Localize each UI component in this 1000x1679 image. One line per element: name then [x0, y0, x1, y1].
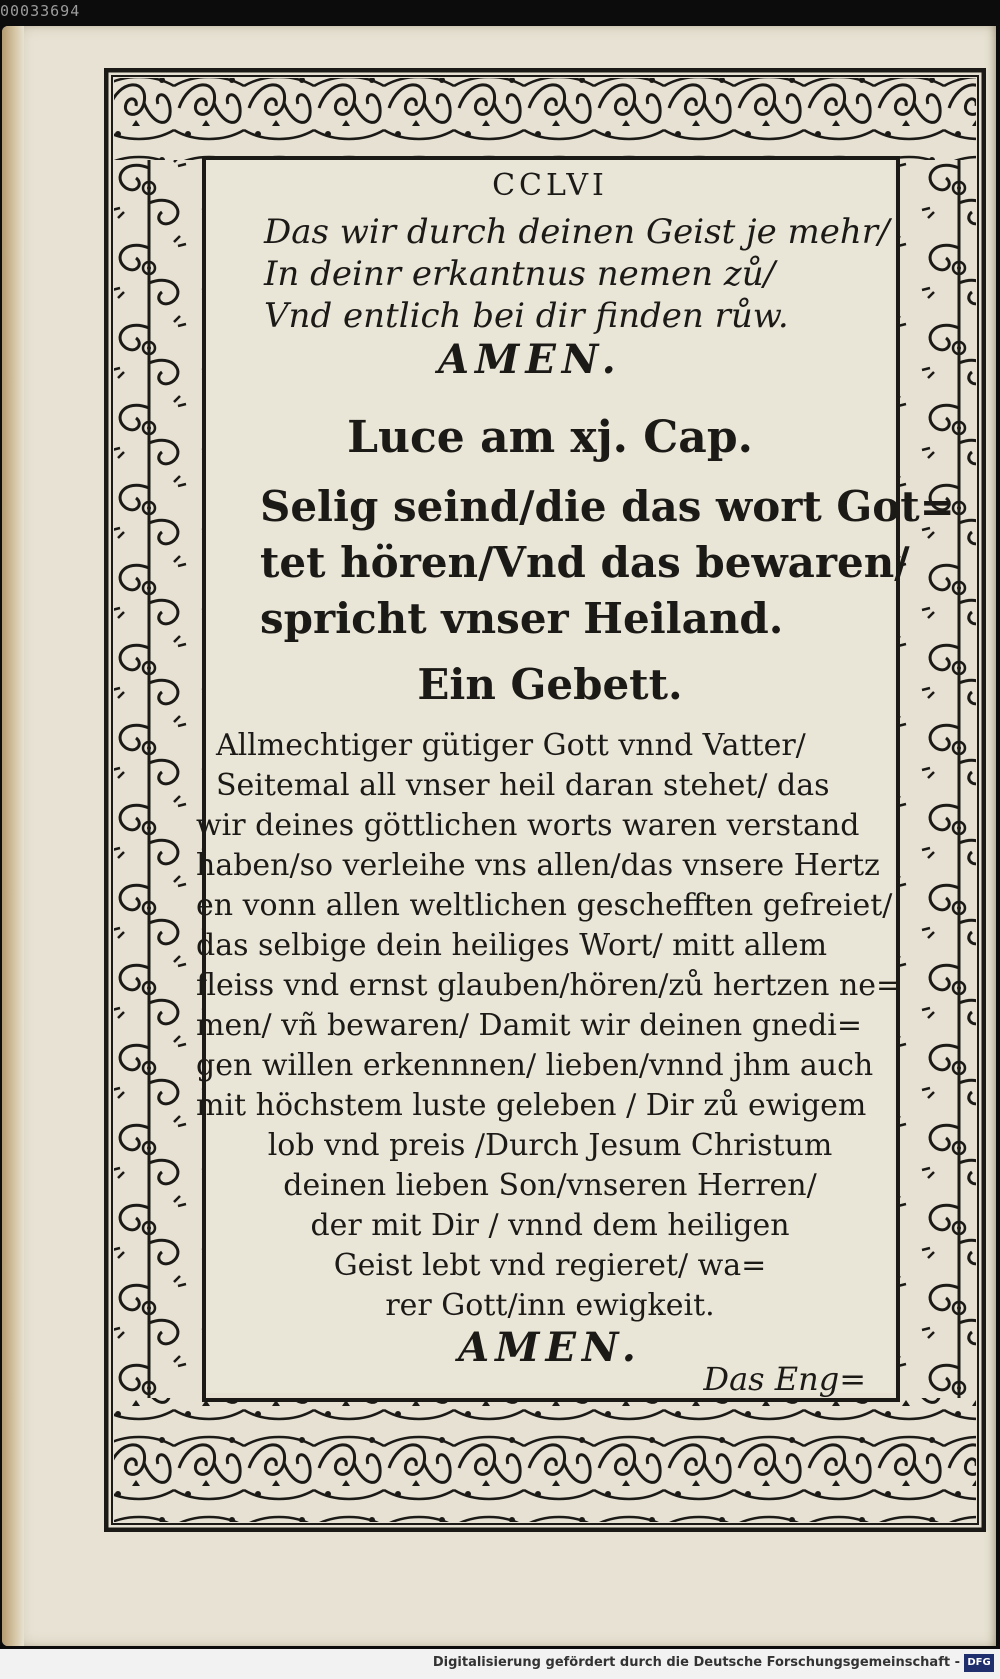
poem-line-1: Das wir durch deinen Geist je mehr/	[264, 212, 890, 252]
digitization-footer	[0, 1649, 1000, 1679]
prayer-line-4: haben/so verleihe vns allen/das vnsere Hertz	[196, 848, 880, 883]
verse-line-3: spricht vnser Heiland.	[260, 594, 784, 643]
scan-id-label: 00033694	[0, 2, 81, 20]
amen-1: AMEN.	[438, 336, 622, 383]
prayer-line-5: en vonn allen weltlichen geschefften gefreiet/	[196, 888, 893, 923]
page-gutter-edge	[2, 26, 24, 1646]
prayer-line-13: der mit Dir / vnnd dem heiligen	[310, 1208, 790, 1243]
prayer-line-15: rer Gott/inn ewigkeit.	[385, 1288, 715, 1323]
verse-line-1: Selig seind/die das wort Got=	[260, 482, 955, 531]
prayer-line-11: lob vnd preis /Durch Jesum Christum	[267, 1128, 833, 1163]
prayer-heading: Ein Gebett.	[417, 660, 683, 709]
prayer-line-2: Seitemal all vnser heil daran stehet/ das	[216, 768, 830, 803]
prayer-line-10: mit höchstem luste geleben / Dir zů ewigem	[196, 1088, 867, 1123]
poem-line-3: Vnd entlich bei dir finden růw.	[264, 296, 789, 336]
verse-line-2: tet hören/Vnd das bewaren/	[260, 538, 910, 587]
footer-credit: Digitalisierung gefördert durch die Deutsche Forschungsgemeinschaft -	[432, 1655, 960, 1670]
prayer-line-1: Allmechtiger gütiger Gott vnnd Vatter/	[216, 728, 806, 763]
prayer-line-12: deinen lieben Son/vnseren Herren/	[283, 1168, 817, 1203]
amen-2: AMEN.	[458, 1324, 642, 1371]
prayer-line-9: gen willen erkennnen/ lieben/vnnd jhm auch	[196, 1048, 874, 1083]
poem-line-2: In deinr erkantnus nemen zů/	[264, 254, 776, 294]
prayer-line-7: fleiss vnd ernst glauben/hören/zů hertzen ne=	[196, 968, 902, 1003]
prayer-line-6: das selbige dein heiliges Wort/ mitt allem	[196, 928, 828, 963]
chapter-heading: Luce am xj. Cap.	[347, 412, 753, 463]
prayer-line-3: wir deines göttlichen worts waren verstand	[196, 808, 860, 843]
prayer-line-8: men/ vñ bewaren/ Damit wir deinen gnedi=	[196, 1008, 862, 1043]
prayer-line-14: Geist lebt vnd regieret/ wa=	[333, 1248, 767, 1283]
folio-number: CCLVI	[492, 168, 608, 203]
dfg-logo-icon: DFG	[964, 1654, 994, 1672]
catchword: Das Eng=	[703, 1360, 866, 1398]
text-block	[196, 160, 955, 1398]
